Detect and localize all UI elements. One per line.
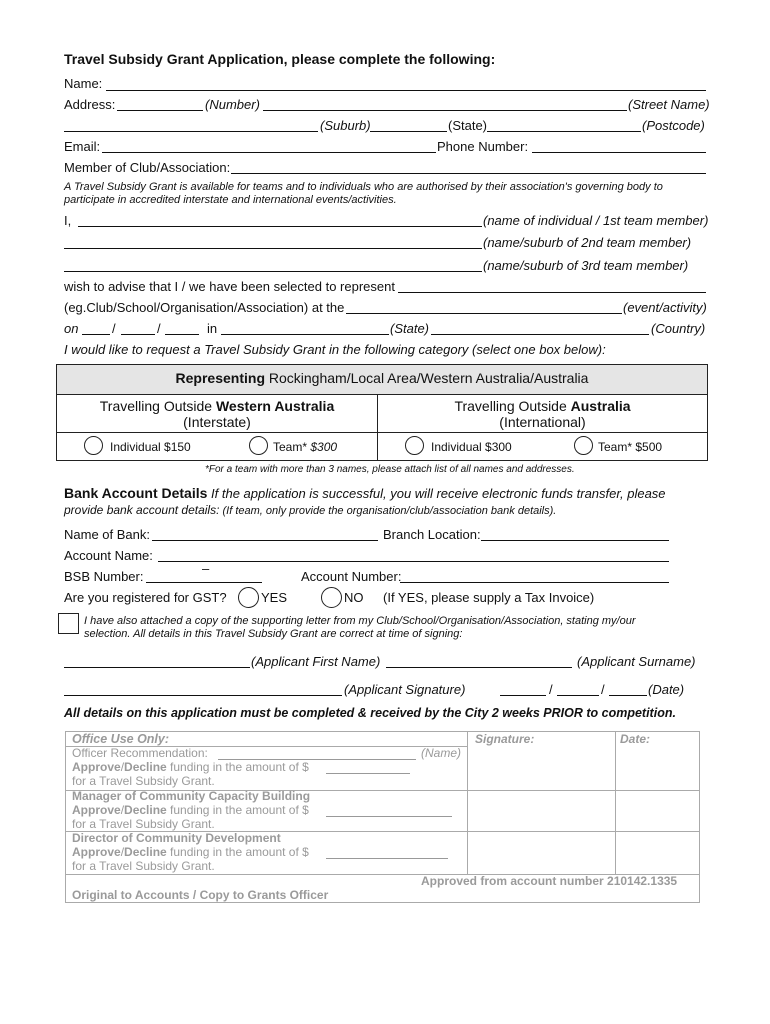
street-name-field[interactable] bbox=[263, 110, 627, 111]
page-title: Travel Subsidy Grant Application, please complete the following: bbox=[64, 51, 496, 67]
bank-heading-line: Bank Account Details If the application is successful, you will receive electronic funds transfer, please bbox=[64, 485, 666, 501]
approved-from-account: Approved from account number 210142.1335 bbox=[421, 874, 678, 888]
gst-label: Are you registered for GST? bbox=[64, 590, 227, 605]
office-date-heading: Date: bbox=[620, 732, 651, 746]
gst-yes-radio[interactable] bbox=[238, 587, 259, 608]
on-label: on bbox=[64, 321, 79, 336]
sign-slash-2: / bbox=[601, 682, 605, 697]
gst-no-radio[interactable] bbox=[321, 587, 342, 608]
signature-field[interactable] bbox=[64, 695, 342, 696]
officer-recommendation-label: Officer Recommendation: bbox=[72, 746, 208, 760]
bsb-label: BSB Number: bbox=[64, 569, 144, 584]
original-to-accounts: Original to Accounts / Copy to Grants Officer bbox=[72, 888, 329, 902]
declaration-checkbox[interactable] bbox=[58, 613, 79, 634]
phone-label: Phone Number: bbox=[437, 139, 529, 154]
name-field[interactable] bbox=[106, 90, 706, 91]
officer-approve-line: Approve/Decline funding in the amount of $ bbox=[72, 760, 309, 774]
officer-amount-field[interactable] bbox=[326, 773, 410, 774]
gst-note: (If YES, please supply a Tax Invoice) bbox=[383, 590, 595, 605]
suburb-label: (Suburb) bbox=[320, 118, 371, 133]
representing-row bbox=[57, 365, 707, 395]
date-label: (Date) bbox=[648, 682, 685, 697]
member3-label: (name/suburb of 3rd team member) bbox=[483, 258, 689, 273]
deadline-text: All details on this application must be completed & received by the City 2 weeks PRIOR to competition. bbox=[64, 706, 676, 720]
option-team-500-radio[interactable] bbox=[574, 436, 593, 455]
bank-desc-line: provide bank account details: (If team, only provide the organisation/club/association bank details). bbox=[64, 503, 557, 517]
option-individual-300-label: Individual $300 bbox=[431, 440, 512, 454]
account-name-field[interactable] bbox=[158, 561, 669, 562]
member1-field[interactable] bbox=[78, 226, 482, 227]
representing-text: Representing Rockingham/Local Area/Western Australia/Australia bbox=[175, 370, 589, 386]
email-label: Email: bbox=[64, 139, 101, 154]
gst-yes-label: YES bbox=[261, 590, 288, 605]
sign-day-field[interactable] bbox=[500, 695, 546, 696]
intro-text-2: participate in accredited interstate and international events/activities. bbox=[64, 194, 397, 206]
director-heading: Director of Community Development bbox=[72, 831, 281, 845]
manager-approve-line: Approve/Decline funding in the amount of $ bbox=[72, 803, 309, 817]
event-state-field[interactable] bbox=[221, 334, 389, 335]
account-number-label: Account Number: bbox=[301, 569, 402, 584]
country-label: (Country) bbox=[651, 321, 706, 336]
bsb-dash: – bbox=[202, 561, 210, 576]
date-slash-1: / bbox=[112, 321, 116, 336]
surname-label: (Applicant Surname) bbox=[577, 654, 696, 669]
state-field[interactable] bbox=[370, 131, 447, 132]
member2-field[interactable] bbox=[64, 248, 482, 249]
manager-for-grant: for a Travel Subsidy Grant. bbox=[72, 817, 215, 831]
event-year-field[interactable] bbox=[165, 334, 199, 335]
sign-month-field[interactable] bbox=[557, 695, 599, 696]
office-signature-heading: Signature: bbox=[475, 732, 535, 746]
sign-year-field[interactable] bbox=[609, 695, 647, 696]
suburb-field[interactable] bbox=[64, 131, 318, 132]
row-divider bbox=[57, 432, 707, 433]
number-label: (Number) bbox=[205, 97, 260, 112]
first-name-label: (Applicant First Name) bbox=[251, 654, 381, 669]
event-day-field[interactable] bbox=[82, 334, 110, 335]
team-note: *For a team with more than 3 names, please attach list of all names and addresses. bbox=[205, 464, 575, 475]
interstate-header: Travelling Outside Western Australia (Interstate) bbox=[99, 398, 335, 430]
postcode-field[interactable] bbox=[487, 131, 641, 132]
director-approve-line: Approve/Decline funding in the amount of $ bbox=[72, 845, 309, 859]
option-team-300-label: Team* $300 bbox=[273, 440, 338, 454]
bank-name-field[interactable] bbox=[152, 540, 378, 541]
declaration-text-2: selection. All details in this Travel Subsidy Grant are correct at time of signing: bbox=[84, 628, 463, 640]
branch-label: Branch Location: bbox=[383, 527, 481, 542]
postcode-label: (Postcode) bbox=[642, 118, 705, 133]
bsb-field[interactable] bbox=[146, 582, 262, 583]
email-field[interactable] bbox=[102, 152, 436, 153]
gst-no-label: NO bbox=[344, 590, 364, 605]
event-month-field[interactable] bbox=[121, 334, 155, 335]
sign-slash-1: / bbox=[549, 682, 553, 697]
member3-field[interactable] bbox=[64, 271, 482, 272]
event-label: (event/activity) bbox=[623, 300, 707, 315]
address-label: Address: bbox=[64, 97, 116, 112]
option-individual-150-label: Individual $150 bbox=[110, 440, 191, 454]
address-number-field[interactable] bbox=[117, 110, 203, 111]
street-label: (Street Name) bbox=[628, 97, 710, 112]
option-individual-150-radio[interactable] bbox=[84, 436, 103, 455]
date-slash-2: / bbox=[157, 321, 161, 336]
international-header: Travelling Outside Australia (International) bbox=[454, 398, 631, 430]
option-individual-300-radio[interactable] bbox=[405, 436, 424, 455]
option-team-300-radio[interactable] bbox=[249, 436, 268, 455]
branch-field[interactable] bbox=[481, 540, 669, 541]
phone-field[interactable] bbox=[532, 152, 706, 153]
option-team-500-label: Team* $500 bbox=[598, 440, 663, 454]
bank-name-label: Name of Bank: bbox=[64, 527, 150, 542]
in-label: in bbox=[207, 321, 218, 336]
member2-label: (name/suburb of 2nd team member) bbox=[483, 235, 692, 250]
officer-for-grant: for a Travel Subsidy Grant. bbox=[72, 774, 215, 788]
name-label: Name: bbox=[64, 76, 103, 91]
director-for-grant: for a Travel Subsidy Grant. bbox=[72, 859, 215, 873]
eg-label: (eg.Club/School/Organisation/Association) at the bbox=[64, 300, 345, 315]
event-field[interactable] bbox=[346, 313, 622, 314]
club-field[interactable] bbox=[231, 173, 706, 174]
account-name-label: Account Name: bbox=[64, 548, 153, 563]
bank-heading: Bank Account Details bbox=[64, 485, 208, 501]
represent-field[interactable] bbox=[398, 292, 706, 293]
request-label: I would like to request a Travel Subsidy Grant in the following category (select one box below): bbox=[64, 342, 606, 357]
i-label: I, bbox=[64, 213, 72, 228]
advise-label: wish to advise that I / we have been selected to represent bbox=[64, 279, 395, 294]
member1-label: (name of individual / 1st team member) bbox=[483, 213, 709, 228]
manager-amount-field[interactable] bbox=[326, 816, 452, 817]
state2-label: (State) bbox=[390, 321, 430, 336]
officer-name-paren: (Name) bbox=[421, 746, 462, 760]
signature-label: (Applicant Signature) bbox=[344, 682, 466, 697]
event-country-field[interactable] bbox=[431, 334, 649, 335]
surname-field[interactable] bbox=[386, 667, 572, 668]
director-amount-field[interactable] bbox=[326, 858, 448, 859]
state-label: (State) bbox=[448, 118, 488, 133]
account-number-field[interactable] bbox=[400, 582, 669, 583]
office-use-heading: Office Use Only: bbox=[72, 732, 170, 746]
declaration-text-1: I have also attached a copy of the supporting letter from my Club/School/Organisation/Association, stating my/our bbox=[84, 615, 636, 627]
manager-heading: Manager of Community Capacity Building bbox=[72, 789, 311, 803]
intro-text-1: A Travel Subsidy Grant is available for teams and to individuals who are authorised by their association's governing body to bbox=[64, 181, 663, 193]
club-label: Member of Club/Association: bbox=[64, 160, 231, 175]
first-name-field[interactable] bbox=[64, 667, 250, 668]
